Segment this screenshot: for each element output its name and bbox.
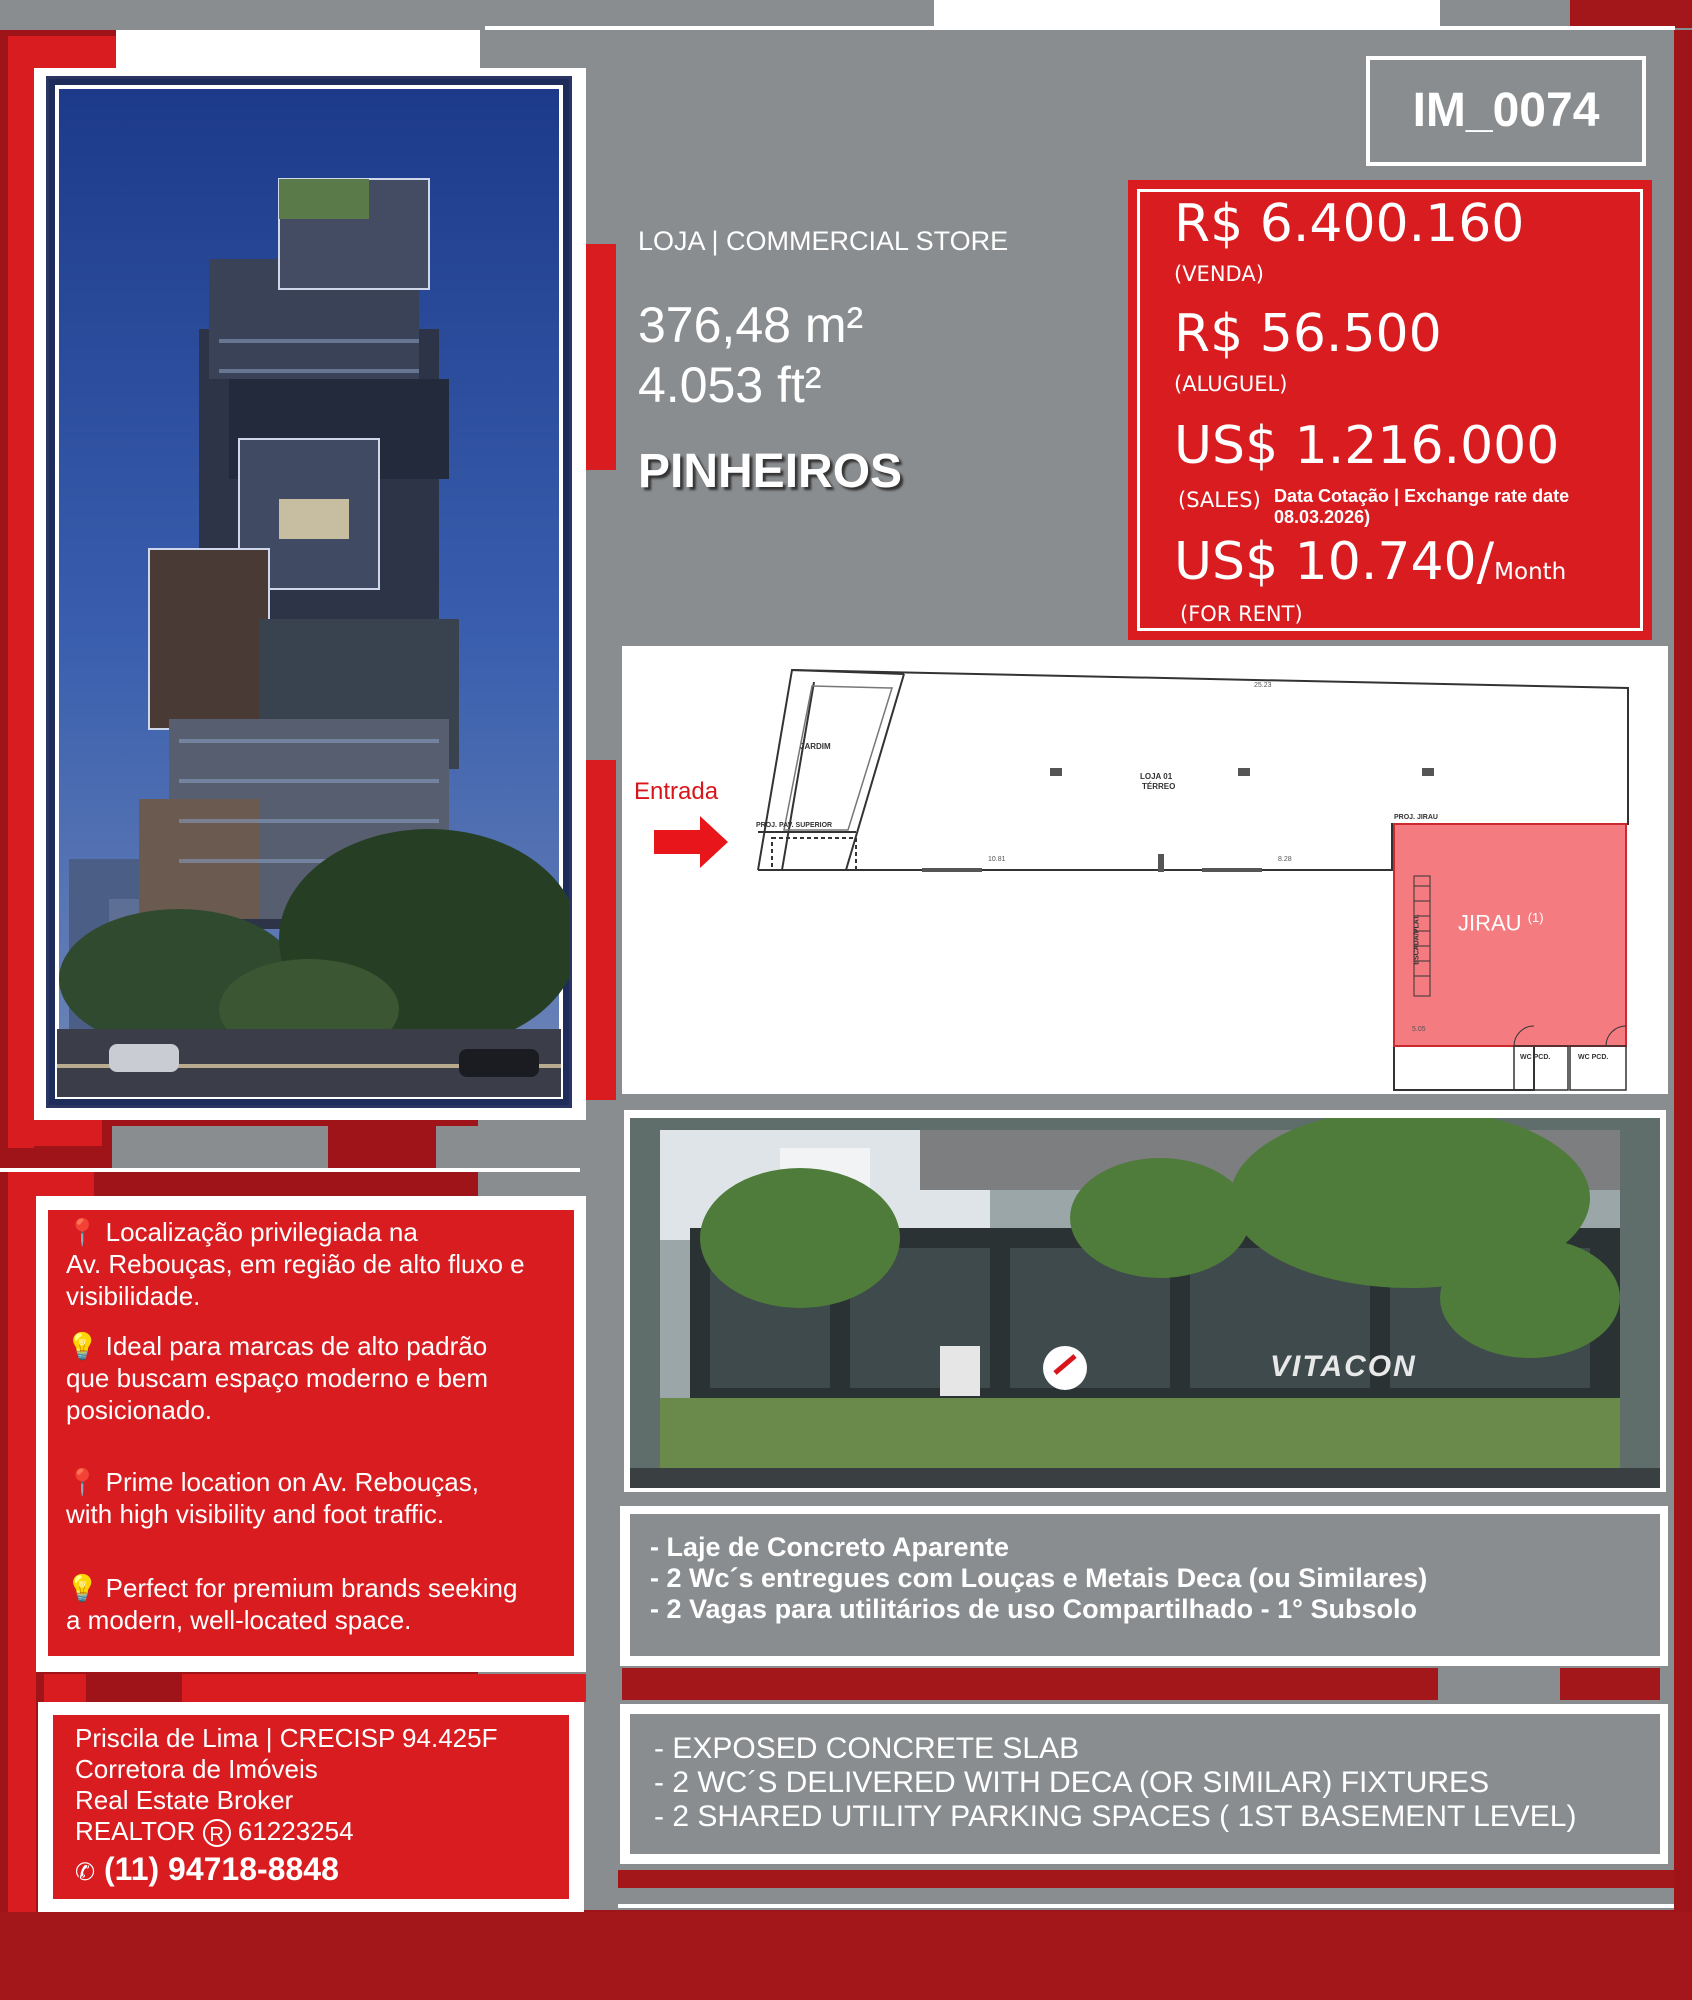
highlight-item-4	[66, 1572, 566, 1636]
feature-en-1: - EXPOSED CONCRETE SLAB	[654, 1732, 1080, 1765]
property-type: LOJA | COMMERCIAL STORE	[638, 226, 1009, 256]
highlight-2-line-1: Ideal para marcas de alto padrão	[105, 1331, 488, 1361]
hero-frame-red	[8, 1120, 102, 1146]
price-sale-usd-label: (SALES)	[1178, 488, 1261, 512]
proj-jirau-label: PROJ. JIRAU	[1394, 814, 1438, 821]
features-pt-box	[630, 1514, 1660, 1656]
price-sale-brl: R$ 6.400.160	[1174, 194, 1525, 254]
exchange-note-line-2: 08.03.2026)	[1274, 507, 1371, 527]
feature-pt-3: - 2 Vagas para utilitários de uso Compartilhado - 1° Subsolo	[650, 1594, 1417, 1624]
pin-icon: 📍	[66, 1217, 99, 1247]
garden-label: JARDIM	[800, 742, 831, 751]
price-rent-usd: US$ 10.740/	[1174, 532, 1495, 592]
highlight-1-line-2: Av. Rebouças, em região de alto fluxo e	[66, 1249, 525, 1279]
highlight-2-line-2: que buscam espaço moderno e bem	[66, 1363, 489, 1393]
top-white-strip	[934, 0, 1440, 28]
storefront-photo	[630, 1118, 1660, 1488]
lightbulb-icon: 💡	[66, 1331, 99, 1361]
jirau-label-wrap	[1458, 910, 1544, 936]
price-rent-usd-row	[1174, 532, 1567, 592]
broker-phone[interactable]: (11) 94718-8848	[104, 1851, 339, 1888]
dim-mid: 8.28	[1278, 856, 1292, 863]
area-m2: 376,48 m²	[638, 297, 864, 353]
highlight-3-line-1: Prime location on Av. Rebouças,	[105, 1467, 479, 1497]
highlight-2-line-3: posicionado.	[66, 1395, 212, 1425]
price-rent-brl-label: (ALUGUEL)	[1174, 372, 1288, 396]
entrance-label: Entrada	[634, 778, 719, 805]
floorplan-accent-bar	[586, 760, 616, 1100]
feature-pt-1: - Laje de Concreto Aparente	[650, 1532, 1010, 1562]
feature-pt-2: - 2 Wc´s entregues com Louças e Metais Deca (ou Similares)	[650, 1563, 1428, 1593]
storefront-photo-drawing	[630, 1118, 1660, 1488]
building-rendering	[49, 79, 569, 1105]
realtor-symbol: R	[209, 1824, 224, 1847]
feature-en-3: - 2 SHARED UTILITY PARKING SPACES ( 1ST BASEMENT LEVEL)	[654, 1800, 1577, 1833]
neighborhood: PINHEIROS	[638, 445, 903, 498]
highlight-item-2	[66, 1330, 566, 1426]
dim-jirau: 5.05	[1412, 1026, 1426, 1033]
highlights-sep-red-left	[44, 1674, 86, 1702]
floorplan-drawing	[622, 646, 1668, 1094]
price-rent-usd-label: (FOR RENT)	[1180, 602, 1303, 626]
highlights-sep-red-right	[182, 1674, 586, 1702]
top-right-red	[1570, 0, 1692, 28]
hero-building-image-frame	[46, 76, 572, 1108]
store-label-1: LOJA 01	[1140, 772, 1173, 781]
features-en-box	[630, 1714, 1660, 1854]
registered-icon	[203, 1819, 231, 1847]
jirau-label: JIRAU	[1458, 910, 1522, 936]
highlight-item-3	[66, 1466, 566, 1530]
dim-top: 25.23	[1254, 682, 1272, 689]
floorplan	[622, 646, 1668, 1094]
bottom-white-line	[618, 1904, 1674, 1908]
bottom-red-band	[618, 1870, 1674, 1888]
highlight-item-1	[66, 1216, 566, 1312]
price-box	[1128, 180, 1652, 640]
feature-en-2: - 2 WC´S DELIVERED WITH DECA (OR SIMILAR) FIXTURES	[654, 1766, 1490, 1799]
broker-role-en: Real Estate Broker	[75, 1785, 294, 1815]
left-lower-red-bar	[8, 1172, 36, 1912]
jirau-note: (1)	[1527, 910, 1544, 925]
title-accent-bar	[586, 244, 616, 470]
broker-realtor	[75, 1816, 565, 1847]
highlights-box	[48, 1210, 574, 1656]
hero-caption-bar-left	[112, 1126, 328, 1168]
left-side-red-bar	[8, 36, 34, 1148]
realtor-prefix: REALTOR	[75, 1816, 196, 1846]
exchange-rate-note	[1274, 486, 1569, 528]
listing-code-box	[1366, 56, 1646, 166]
pin-icon: 📍	[66, 1467, 99, 1497]
wc-label-1: WC PCD.	[1520, 1054, 1551, 1061]
area-ft2: 4.053 ft²	[638, 357, 822, 413]
store-label-2: TÉRREO	[1142, 782, 1176, 791]
left-top-white	[116, 30, 480, 68]
features-sep-red-left	[622, 1668, 1438, 1700]
hero-caption-bar-right	[436, 1126, 574, 1168]
broker-card	[50, 1712, 572, 1902]
footer-red	[0, 1912, 1692, 2000]
highlight-4-line-1: Perfect for premium brands seeking	[105, 1573, 518, 1603]
broker-role-pt: Corretora de Imóveis	[75, 1754, 318, 1784]
stair-label: ESCADA/PLAT.	[1413, 914, 1421, 965]
price-rent-usd-unit: Month	[1494, 559, 1567, 585]
highlight-4-line-2: a modern, well-located space.	[66, 1605, 412, 1635]
proj-pav-label: PROJ. PAV. SUPERIOR	[756, 822, 833, 829]
wc-label-2: WC PCD.	[1578, 1054, 1609, 1061]
storefront-sign: VITACON	[1270, 1350, 1417, 1383]
price-rent-brl: R$ 56.500	[1174, 304, 1442, 364]
dim-left: 10.81	[988, 856, 1006, 863]
features-sep-red-right	[1560, 1668, 1660, 1700]
highlight-1-line-3: visibilidade.	[66, 1281, 201, 1311]
listing-code: IM_0074	[1412, 84, 1600, 137]
realtor-number: 61223254	[237, 1816, 354, 1846]
highlight-3-line-2: with high visibility and foot traffic.	[66, 1499, 445, 1529]
lightbulb-icon: 💡	[66, 1573, 99, 1603]
exchange-note-line-1: Data Cotação | Exchange rate date	[1274, 486, 1570, 506]
broker-phone-row[interactable]	[75, 1849, 565, 1893]
price-sale-brl-label: (VENDA)	[1174, 262, 1264, 286]
highlight-1-line-1: Localização privilegiada na	[105, 1217, 418, 1247]
price-sale-usd: US$ 1.216.000	[1174, 416, 1560, 476]
phone-icon: ✆	[75, 1859, 96, 1887]
broker-name: Priscila de Lima | CRECISP 94.425F	[75, 1723, 498, 1753]
